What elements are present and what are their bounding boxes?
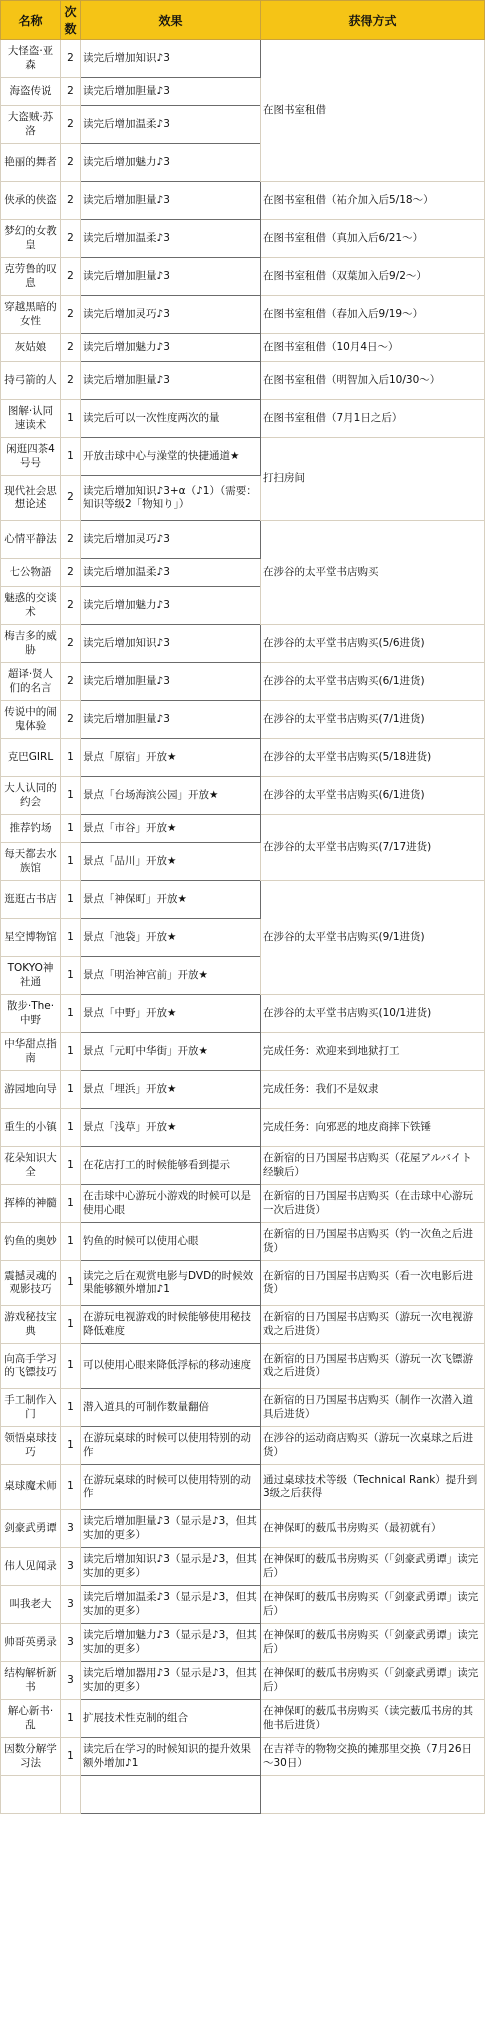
book-name: 现代社会思想论述 <box>1 476 61 521</box>
book-name: TOKYO神社通 <box>1 957 61 995</box>
read-count: 1 <box>61 1389 81 1427</box>
book-effect: 在游玩桌球的时候可以使用特别的动作 <box>81 1427 261 1465</box>
book-method: 在神保町的薮瓜书房购买（最初就有） <box>261 1510 485 1548</box>
book-effect: 景点「原宿」开放★ <box>81 739 261 777</box>
book-effect: 读完后增加魅力♪3（显示是♪3，但其实加的更多） <box>81 1624 261 1662</box>
book-effect: 读完后增加灵巧♪3 <box>81 521 261 559</box>
book-name: 叫我老大 <box>1 1586 61 1624</box>
book-effect: 潜入道具的可制作数量翻倍 <box>81 1389 261 1427</box>
book-name: 解心新书·乱 <box>1 1700 61 1738</box>
book-method: 在涉谷的太平堂书店购买(6/1进货) <box>261 777 485 815</box>
read-count: 1 <box>61 1147 81 1185</box>
table-row <box>1 1147 485 1185</box>
header-name: 名称 <box>1 1 61 40</box>
table-row <box>1 1510 485 1548</box>
book-name: 结构解析新书 <box>1 1662 61 1700</box>
book-method: 在新宿的日乃国屋书店购买（游玩一次电视游戏之后进货） <box>261 1306 485 1344</box>
book-effect <box>81 1776 261 1814</box>
table-row <box>1 777 485 815</box>
table-row <box>1 1586 485 1624</box>
book-effect: 读完后增加魅力♪3 <box>81 144 261 182</box>
book-effect: 读完后增加胆量♪3（显示是♪3，但其实加的更多） <box>81 1510 261 1548</box>
book-effect: 景点「台场海滨公园」开放★ <box>81 777 261 815</box>
table-row <box>1 1185 485 1223</box>
book-method: 在神保町的薮瓜书房购买（「剑豪武勇谭」读完后） <box>261 1586 485 1624</box>
table-row <box>1 1548 485 1586</box>
read-count: 1 <box>61 1261 81 1306</box>
book-method: 在涉谷的太平堂书店购买(7/1进货) <box>261 701 485 739</box>
book-effect: 扩展技术性克制的组合 <box>81 1700 261 1738</box>
book-method: 在新宿的日乃国屋书店购买（钓一次鱼之后进货） <box>261 1223 485 1261</box>
book-name: 大怪盗·亚森 <box>1 40 61 78</box>
read-count: 2 <box>61 625 81 663</box>
book-effect: 景点「明治神宫前」开放★ <box>81 957 261 995</box>
book-effect: 读完后增加胆量♪3 <box>81 701 261 739</box>
book-method: 在涉谷的运动商店购买（游玩一次桌球之后进货） <box>261 1427 485 1465</box>
book-name: 游戏秘技宝典 <box>1 1306 61 1344</box>
read-count: 3 <box>61 1510 81 1548</box>
book-name: 海盗传说 <box>1 78 61 106</box>
table-row <box>1 739 485 777</box>
book-name: 魅惑的交谈术 <box>1 587 61 625</box>
book-method: 完成任务：向邪恶的地皮商摔下铁锤 <box>261 1109 485 1147</box>
table-row <box>1 438 485 476</box>
table-row <box>1 1662 485 1700</box>
read-count: 1 <box>61 1306 81 1344</box>
read-count: 1 <box>61 1738 81 1776</box>
read-count: 1 <box>61 1033 81 1071</box>
read-count: 2 <box>61 78 81 106</box>
book-method: 在神保町的薮瓜书房购买（「剑豪武勇谭」读完后） <box>261 1548 485 1586</box>
book-method: 通过桌球技术等级（Technical Rank）提升到3级之后获得 <box>261 1465 485 1510</box>
table-row <box>1 815 485 843</box>
read-count: 1 <box>61 881 81 919</box>
book-name: 梅吉多的威胁 <box>1 625 61 663</box>
book-method: 打扫房间 <box>261 438 485 521</box>
book-method: 在神保町的薮瓜书房购买（「剑豪武勇谭」读完后） <box>261 1624 485 1662</box>
book-method: 在图书室租借（7月1日之后） <box>261 400 485 438</box>
book-name: 灰姑娘 <box>1 334 61 362</box>
book-effect: 在游玩桌球的时候可以使用特别的动作 <box>81 1465 261 1510</box>
book-name: 七公物語 <box>1 559 61 587</box>
table-row <box>1 182 485 220</box>
table-row <box>1 40 485 78</box>
read-count: 1 <box>61 1465 81 1510</box>
read-count: 3 <box>61 1548 81 1586</box>
book-method: 在涉谷的太平堂书店购买(6/1进货) <box>261 663 485 701</box>
table-row <box>1 1306 485 1344</box>
table-row <box>1 1427 485 1465</box>
read-count: 2 <box>61 182 81 220</box>
header-row <box>1 1 485 40</box>
book-effect: 读完后增加知识♪3+α（♪1）（需要：知识等级2「物知り」） <box>81 476 261 521</box>
book-name: 帅哥英勇录 <box>1 1624 61 1662</box>
table-row <box>1 1071 485 1109</box>
book-name: 桌球魔术师 <box>1 1465 61 1510</box>
book-effect: 读完后增加胆量♪3 <box>81 663 261 701</box>
read-count: 2 <box>61 220 81 258</box>
book-name: 超译·贤人们的名言 <box>1 663 61 701</box>
table-row <box>1 220 485 258</box>
book-method: 在图书室租借（祐介加入后5/18～） <box>261 182 485 220</box>
book-effect: 开放击球中心与澡堂的快捷通道★ <box>81 438 261 476</box>
book-name: 大人认同的约会 <box>1 777 61 815</box>
book-effect: 可以使用心眼来降低浮标的移动速度 <box>81 1344 261 1389</box>
book-effect: 读完后增加器用♪3（显示是♪3，但其实加的更多） <box>81 1662 261 1700</box>
book-effect: 读完后增加温柔♪3 <box>81 220 261 258</box>
read-count: 2 <box>61 296 81 334</box>
read-count: 1 <box>61 815 81 843</box>
book-effect: 读完后增加知识♪3 <box>81 625 261 663</box>
book-name: 梦幻的女教皇 <box>1 220 61 258</box>
book-method: 在涉谷的太平堂书店购买(10/1进货) <box>261 995 485 1033</box>
table-row <box>1 1109 485 1147</box>
book-method: 在涉谷的太平堂书店购买(5/18进货) <box>261 739 485 777</box>
table-row <box>1 1700 485 1738</box>
book-effect: 钓鱼的时候可以使用心眼 <box>81 1223 261 1261</box>
book-method: 在神保町的薮瓜书房购买（「剑豪武勇谭」读完后） <box>261 1662 485 1700</box>
book-name: 领悟桌球技巧 <box>1 1427 61 1465</box>
read-count: 1 <box>61 1185 81 1223</box>
book-method: 在神保町的薮瓜书房购买（读完薮瓜书房的其他书后进货） <box>261 1700 485 1738</box>
book-effect: 景点「元町中华街」开放★ <box>81 1033 261 1071</box>
book-method: 在涉谷的太平堂书店购买(5/6进货) <box>261 625 485 663</box>
table-row <box>1 881 485 919</box>
table-row <box>1 1389 485 1427</box>
read-count: 2 <box>61 559 81 587</box>
book-method: 在新宿的日乃国屋书店购买（游玩一次飞镖游戏之后进货） <box>261 1344 485 1389</box>
table-row <box>1 362 485 400</box>
book-name: 传说中的闹鬼体验 <box>1 701 61 739</box>
book-effect: 景点「浅草」开放★ <box>81 1109 261 1147</box>
book-name: 游园地向导 <box>1 1071 61 1109</box>
header-effect: 效果 <box>81 1 261 40</box>
book-effect: 景点「埋浜」开放★ <box>81 1071 261 1109</box>
book-method: 在图书室租借（真加入后6/21～） <box>261 220 485 258</box>
book-method: 在涉谷的太平堂书店购买(7/17进货) <box>261 815 485 881</box>
header-count: 次数 <box>61 1 81 40</box>
book-name: 逛逛古书店 <box>1 881 61 919</box>
book-name: 大盗贼·苏洛 <box>1 106 61 144</box>
table-row <box>1 258 485 296</box>
book-effect: 读完后增加温柔♪3 <box>81 559 261 587</box>
table-row <box>1 1465 485 1510</box>
book-name: 重生的小镇 <box>1 1109 61 1147</box>
read-count: 3 <box>61 1662 81 1700</box>
read-count: 1 <box>61 995 81 1033</box>
book-name: 星空博物馆 <box>1 919 61 957</box>
book-method: 在新宿的日乃国屋书店购买（花屋アルバイト经験后） <box>261 1147 485 1185</box>
book-method: 在新宿的日乃国屋书店购买（制作一次潜入道具后进货） <box>261 1389 485 1427</box>
book-effect: 景点「神保町」开放★ <box>81 881 261 919</box>
read-count: 2 <box>61 258 81 296</box>
book-method: 在新宿的日乃国屋书店购买（看一次电影后进货） <box>261 1261 485 1306</box>
book-effect: 景点「池袋」开放★ <box>81 919 261 957</box>
read-count: 1 <box>61 957 81 995</box>
read-count: 3 <box>61 1624 81 1662</box>
table-row <box>1 1776 485 1814</box>
read-count: 2 <box>61 106 81 144</box>
read-count: 1 <box>61 1071 81 1109</box>
book-effect: 读完之后在观赏电影与DVD的时候效果能够额外增加♪1 <box>81 1261 261 1306</box>
book-effect: 读完后增加知识♪3（显示是♪3，但其实加的更多） <box>81 1548 261 1586</box>
table-row <box>1 1223 485 1261</box>
book-effect: 读完后增加胆量♪3 <box>81 362 261 400</box>
read-count: 1 <box>61 1344 81 1389</box>
book-name: 挥棒的神髓 <box>1 1185 61 1223</box>
book-name: 伟人见闻录 <box>1 1548 61 1586</box>
book-effect: 读完后增加温柔♪3（显示是♪3，但其实加的更多） <box>81 1586 261 1624</box>
read-count: 1 <box>61 777 81 815</box>
book-effect: 在游玩电视游戏的时候能够使用秘技降低难度 <box>81 1306 261 1344</box>
book-name: 穿越黑暗的女性 <box>1 296 61 334</box>
book-method: 在图书室租借（春加入后9/19～） <box>261 296 485 334</box>
book-name: 每天都去水族馆 <box>1 843 61 881</box>
read-count: 2 <box>61 476 81 521</box>
book-name: 向高手学习的飞镖技巧 <box>1 1344 61 1389</box>
header-method: 获得方式 <box>261 1 485 40</box>
book-name: 闲逛四茶4号号 <box>1 438 61 476</box>
book-name: 震撼灵魂的观影技巧 <box>1 1261 61 1306</box>
book-name: 图解·认同速读术 <box>1 400 61 438</box>
read-count: 1 <box>61 438 81 476</box>
read-count: 1 <box>61 1223 81 1261</box>
table-row <box>1 663 485 701</box>
book-effect: 读完后增加温柔♪3 <box>81 106 261 144</box>
book-effect: 读完后在学习的时候知识的提升效果额外增加♪1 <box>81 1738 261 1776</box>
book-method: 在涉谷的太平堂书店购买(9/1进货) <box>261 881 485 995</box>
book-method: 在吉祥寺的物物交换的摊那里交换（7月26日～30日） <box>261 1738 485 1776</box>
read-count: 2 <box>61 701 81 739</box>
read-count: 3 <box>61 1586 81 1624</box>
table-row <box>1 701 485 739</box>
table-row <box>1 400 485 438</box>
book-effect: 景点「市谷」开放★ <box>81 815 261 843</box>
book-name: 心情平静法 <box>1 521 61 559</box>
book-name: 因数分解学习法 <box>1 1738 61 1776</box>
book-method: 在图书室租借（明智加入后10/30～） <box>261 362 485 400</box>
read-count: 1 <box>61 400 81 438</box>
read-count: 2 <box>61 334 81 362</box>
book-name: 克巴GIRL <box>1 739 61 777</box>
book-method: 在图书室租借（10月4日～） <box>261 334 485 362</box>
table-row <box>1 296 485 334</box>
book-name: 手工制作入门 <box>1 1389 61 1427</box>
book-method: 完成任务：欢迎来到地狱打工 <box>261 1033 485 1071</box>
book-name: 持弓箭的人 <box>1 362 61 400</box>
book-name: 克劳鲁的叹息 <box>1 258 61 296</box>
book-effect: 读完后可以一次性度两次的量 <box>81 400 261 438</box>
table-row <box>1 1344 485 1389</box>
book-method: 在图书室租借 <box>261 40 485 182</box>
book-effect: 在击球中心游玩小游戏的时候可以是使用心眼 <box>81 1185 261 1223</box>
read-count: 2 <box>61 663 81 701</box>
book-name: 花朵知识大全 <box>1 1147 61 1185</box>
book-effect: 在花店打工的时候能够看到提示 <box>81 1147 261 1185</box>
book-name: 散步·The·中野 <box>1 995 61 1033</box>
book-name: 推荐钓场 <box>1 815 61 843</box>
book-effect: 读完后增加胆量♪3 <box>81 78 261 106</box>
table-row <box>1 1033 485 1071</box>
read-count: 1 <box>61 1700 81 1738</box>
table-row <box>1 521 485 559</box>
table-row <box>1 1738 485 1776</box>
book-name: 中华甜点指南 <box>1 1033 61 1071</box>
read-count: 2 <box>61 521 81 559</box>
book-effect: 读完后增加胆量♪3 <box>81 182 261 220</box>
book-effect: 读完后增加灵巧♪3 <box>81 296 261 334</box>
table-row <box>1 625 485 663</box>
book-method: 在图书室租借（双葉加入后9/2～） <box>261 258 485 296</box>
book-method <box>261 1776 485 1814</box>
table-row <box>1 334 485 362</box>
book-method: 完成任务：我们不是奴隶 <box>261 1071 485 1109</box>
book-name <box>1 1776 61 1814</box>
table-row <box>1 995 485 1033</box>
book-effect: 景点「中野」开放★ <box>81 995 261 1033</box>
read-count: 2 <box>61 144 81 182</box>
read-count: 1 <box>61 843 81 881</box>
book-effect: 读完后增加魅力♪3 <box>81 334 261 362</box>
book-name: 剑豪武勇谭 <box>1 1510 61 1548</box>
book-effect: 读完后增加知识♪3 <box>81 40 261 78</box>
read-count: 1 <box>61 1109 81 1147</box>
read-count: 1 <box>61 919 81 957</box>
read-count: 2 <box>61 362 81 400</box>
book-method: 在新宿的日乃国屋书店购买（在击球中心游玩一次后进货） <box>261 1185 485 1223</box>
book-name: 侠承的侠盗 <box>1 182 61 220</box>
read-count: 1 <box>61 739 81 777</box>
read-count: 1 <box>61 1427 81 1465</box>
book-effect: 读完后增加魅力♪3 <box>81 587 261 625</box>
read-count: 2 <box>61 40 81 78</box>
book-effect: 景点「品川」开放★ <box>81 843 261 881</box>
table-row <box>1 1261 485 1306</box>
book-effect: 读完后增加胆量♪3 <box>81 258 261 296</box>
read-count: 2 <box>61 587 81 625</box>
read-count <box>61 1776 81 1814</box>
book-name: 钓鱼的奥妙 <box>1 1223 61 1261</box>
table-row <box>1 1624 485 1662</box>
book-method: 在涉谷的太平堂书店购买 <box>261 521 485 625</box>
book-name: 艳丽的舞者 <box>1 144 61 182</box>
